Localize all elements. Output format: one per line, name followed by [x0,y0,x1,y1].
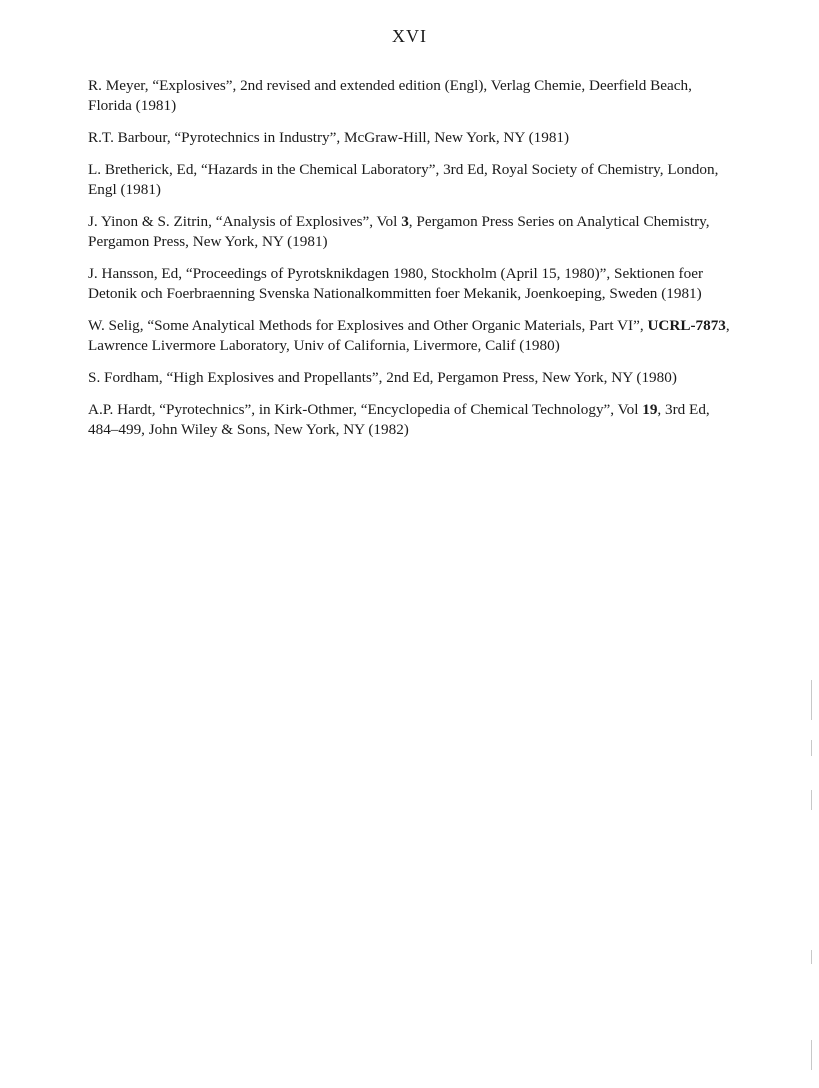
scan-speck [811,740,812,756]
scan-speck [811,680,812,720]
page-number: XVI [392,26,427,46]
reference-item [88,212,738,252]
reference-text-end: , Lawrence Livermore Laboratory, Univ of California, Livermore, Calif (1980) [88,317,730,354]
reference-text: J. Hansson, Ed, “Proceedings of Pyrotsknikdagen 1980, Stockholm (April 15, 1980)”, Sektionen foer Detonik och Foerbraenning Svenska Nationalkommitten foer Mekanik, Joenkoeping, Sweden (1981) [88,265,704,302]
reference-item [88,76,738,116]
scan-speck [811,1040,812,1070]
reference-text-end: , 3rd Ed, 484–499, John Wiley & Sons, New York, NY (1982) [88,401,710,438]
reference-text-start: J. Yinon & S. Zitrin, “Analysis of Explosives”, Vol [88,213,402,230]
scan-speck [811,950,812,964]
reference-text-end: , Pergamon Press Series on Analytical Chemistry, Pergamon Press, New York, NY (1981) [88,213,710,250]
volume-number: 3 [401,213,409,230]
reference-text: S. Fordham, “High Explosives and Propellants”, 2nd Ed, Pergamon Press, New York, NY (1980) [88,369,677,386]
reference-text: L. Bretherick, Ed, “Hazards in the Chemical Laboratory”, 3rd Ed, Royal Society of Chemistry, London, Engl (1981) [88,161,719,198]
report-number: UCRL-7873 [647,317,726,334]
scan-speck [811,790,812,810]
reference-text: R. Meyer, “Explosives”, 2nd revised and extended edition (Engl), Verlag Chemie, Deerfield Beach, Florida (1981) [88,77,692,114]
reference-item [88,400,738,440]
reference-text: R.T. Barbour, “Pyrotechnics in Industry”, McGraw-Hill, New York, NY (1981) [88,129,570,146]
reference-text-start: A.P. Hardt, “Pyrotechnics”, in Kirk-Othmer, “Encyclopedia of Chemical Technology”, Vol [88,401,643,418]
reference-list [88,76,738,452]
reference-item [88,368,738,388]
reference-item [88,264,738,304]
reference-text-start: W. Selig, “Some Analytical Methods for Explosives and Other Organic Materials, Part VI”, [88,317,648,334]
reference-item [88,160,738,200]
reference-item [88,316,738,356]
volume-number: 19 [642,401,658,418]
reference-item [88,128,738,148]
